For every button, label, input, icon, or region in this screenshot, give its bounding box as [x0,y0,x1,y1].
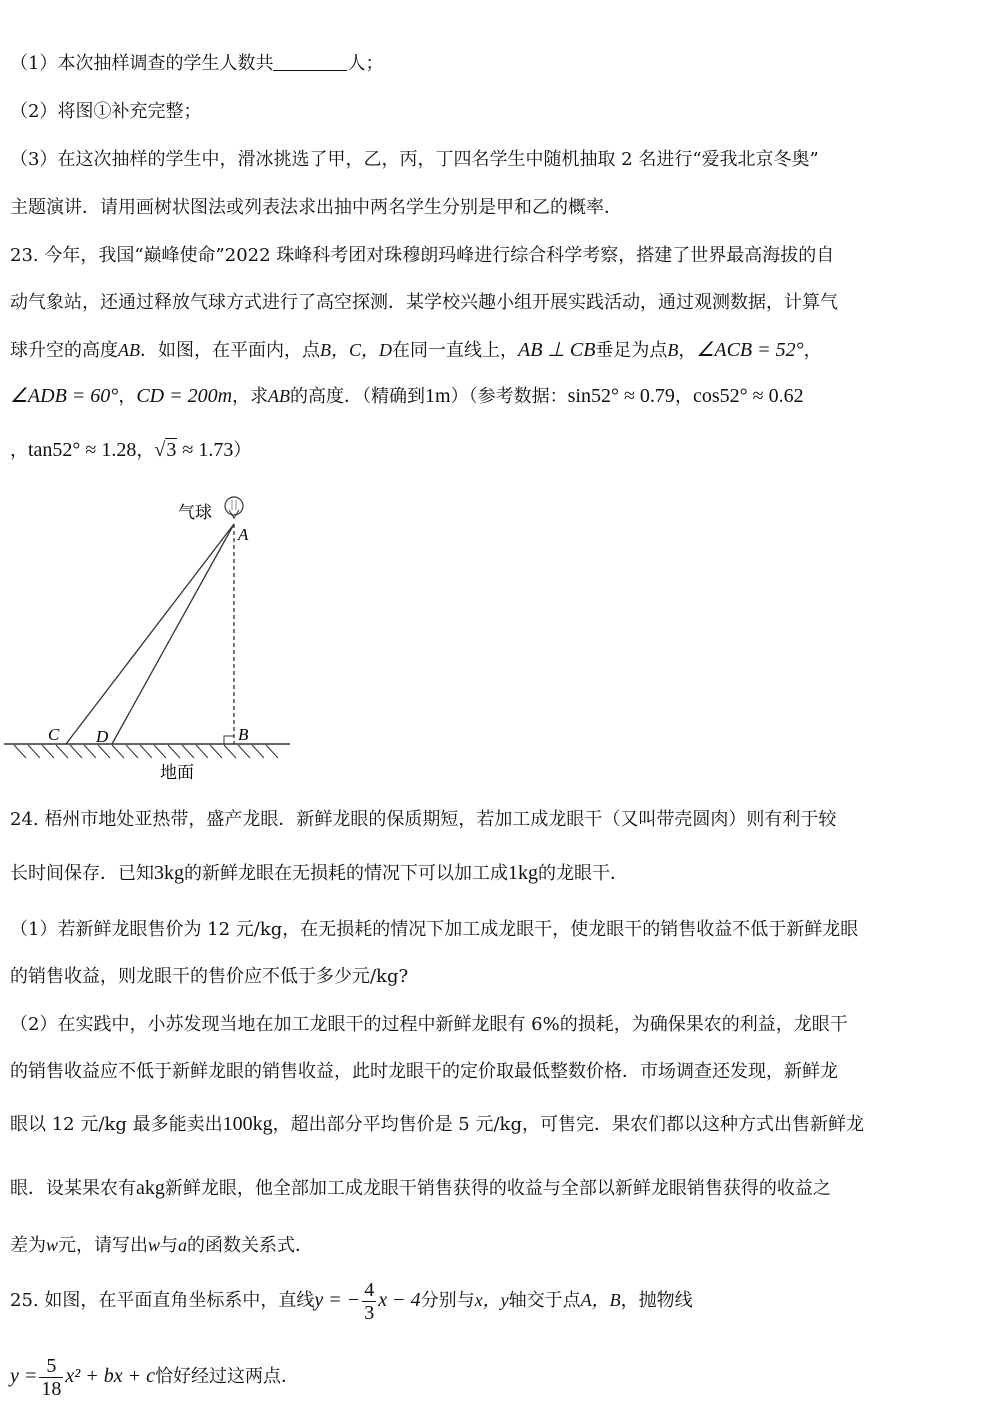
q22-part2: （2）将图①补充完整； [10,101,202,122]
balloon-geometry-figure [0,488,300,788]
q24-part2-line5 [10,1233,313,1258]
parabola-equation-prefix: y = [10,1365,38,1387]
text: 垂足为点 [595,340,668,361]
text: 恰好经过这两点． [155,1366,299,1387]
label-a: A [238,525,249,544]
q22-part1-unit: 人； [347,53,384,74]
points-ab: A，B [580,1290,621,1310]
mass-akg: akg [136,1177,165,1199]
line-equation-prefix: y = − [314,1289,361,1311]
q22-part1-text: （1）本次抽样调查的学生人数共 [10,53,274,74]
q23-line5 [10,438,251,463]
text: ， [674,386,693,407]
text: 球升空的高度 [10,340,118,361]
precision: 1m [425,385,451,407]
axes-xy: x，y [474,1290,509,1310]
angle-adb: ∠ADB = 60° [10,385,119,407]
text: 的高度．（精确到 [290,386,426,407]
text: 元，请写出 [58,1235,149,1256]
text: ，求 [232,386,269,407]
text: 差为 [10,1235,46,1256]
text: ．如图，在平面内，点 [140,340,320,361]
q24-part2-line3 [10,1112,864,1137]
balloon-label: 气球 [178,503,212,523]
q24-part2-line1: （2）在实践中，小苏发现当地在加工龙眼干的过程中新鲜龙眼有 6%的损耗，为确保果农的利益，龙眼干 [10,1014,848,1035]
segment-ab: AB [118,340,140,360]
label-b: B [238,725,249,744]
text: ，抛物线 [620,1290,693,1311]
text: 新鲜龙眼，他全部加工成龙眼干销售获得的收益与全部以新鲜龙眼销售获得的收益之 [164,1178,831,1199]
tan-value: tan52° ≈ 1.28 [28,439,137,461]
text: ， [803,340,822,361]
label-d: D [96,727,109,746]
points-bcd: B，C，D [320,340,392,360]
q24-line1: 24. 梧州市地处亚热带，盛产龙眼．新鲜龙眼的保质期短，若加工成龙眼干（又叫带壳圆肉）则有利于较 [10,809,837,830]
ground-hatching [14,745,278,758]
text: 长时间保存．已知 [10,863,154,884]
q25-line1 [10,1276,693,1325]
denominator: 3 [364,1301,375,1324]
text: 眼．设某果农有 [10,1178,136,1199]
perp-expression: AB ⊥ CB [518,339,596,361]
q22-part1 [10,52,383,76]
q24-part2-line2: 的销售收益应不低于新鲜龙眼的销售收益，此时龙眼干的定价取最低整数价格．市场调查还发现，新鲜龙 [10,1061,838,1082]
mass-100kg: 100kg [222,1113,273,1135]
mass-3kg: 3kg [154,862,184,884]
text: ）（参考数据： [450,386,568,407]
fraction-4-3 [362,1279,376,1324]
ground-label: 地面 [160,763,194,783]
q23-line4 [10,384,804,409]
q24-line2 [10,861,628,886]
sqrt-radicand: 3 [166,439,177,461]
sqrt-value: ≈ 1.73 [182,439,234,461]
line-ac [66,524,234,744]
text: 25. 如图，在平面直角坐标系中，直线 [10,1290,315,1311]
fraction-5-18 [39,1355,63,1400]
line-ad [112,524,234,744]
cos-value: cos52° ≈ 0.62 [692,385,804,407]
text: ） [233,440,252,461]
text: ， [136,440,155,461]
numerator: 4 [364,1278,375,1301]
mass-1kg: 1kg [508,862,538,884]
cd-length: CD = 200m [136,385,233,407]
balloon-icon [225,497,243,518]
q24-part1-line1: （1）若新鲜龙眼售价为 12 元/kg，在无损耗的情况下加工成龙眼干，使龙眼干的销售收益不低于新鲜龙眼 [10,919,859,940]
sin-value: sin52° ≈ 0.79 [567,385,675,407]
sqrt-expression: √3 ≈ 1.73 [154,439,234,461]
q24-part2-line4 [10,1176,831,1201]
text: 与 [160,1235,179,1256]
q23-line3 [10,338,822,363]
parabola-equation-suffix: x² + bx + c [65,1365,155,1387]
q22-part3-line1: （3）在这次抽样的学生中，滑冰挑选了甲，乙，丙，丁四名学生中随机抽取 2 名进行“爱我北京冬奥” [10,149,819,170]
denominator: 18 [41,1377,62,1400]
label-c: C [48,725,60,744]
q24-part1-line2: 的销售收益，则龙眼干的售价应不低于多少元/kg? [10,966,409,987]
point-b: B [667,340,679,360]
text: 的新鲜龙眼在无损耗的情况下可以加工成 [184,863,508,884]
var-a: a [178,1235,188,1255]
text: ， [678,340,697,361]
var-w: w [148,1235,161,1255]
answer-blank [273,52,347,71]
q22-part3-line2: 主题演讲．请用画树状图法或列表法求出抽中两名学生分别是甲和乙的概率． [10,197,622,218]
angle-acb: ∠ACB = 52° [696,339,804,361]
line-equation-suffix: x − 4 [378,1289,421,1311]
q23-line1: 23. 今年，我国“巅峰使命”2022 珠峰科考团对珠穆朗玛峰进行综合科学考察，搭建了世界最高海拔的自 [10,245,835,266]
text: 眼以 12 元/kg 最多能卖出 [10,1114,223,1135]
q23-line2: 动气象站，还通过释放气球方式进行了高空探测．某学校兴趣小组开展实践活动，通过观测数据，计算气 [10,292,838,313]
text: 分别与 [420,1290,475,1311]
numerator: 5 [39,1355,63,1378]
text: ，超出部分平均售价是 5 元/kg，可售完．果农们都以这种方式出售新鲜龙 [272,1114,864,1135]
text: 轴交于点 [508,1290,581,1311]
right-angle-mark [224,736,234,744]
text: 在同一直线上， [392,340,518,361]
q25-line2 [10,1352,299,1401]
text: 的龙眼干． [538,863,628,884]
text: ， [10,440,28,461]
var-w: w [46,1235,59,1255]
segment-ab: AB [268,386,291,406]
text: ， [118,386,137,407]
text: 的函数关系式． [187,1235,314,1256]
